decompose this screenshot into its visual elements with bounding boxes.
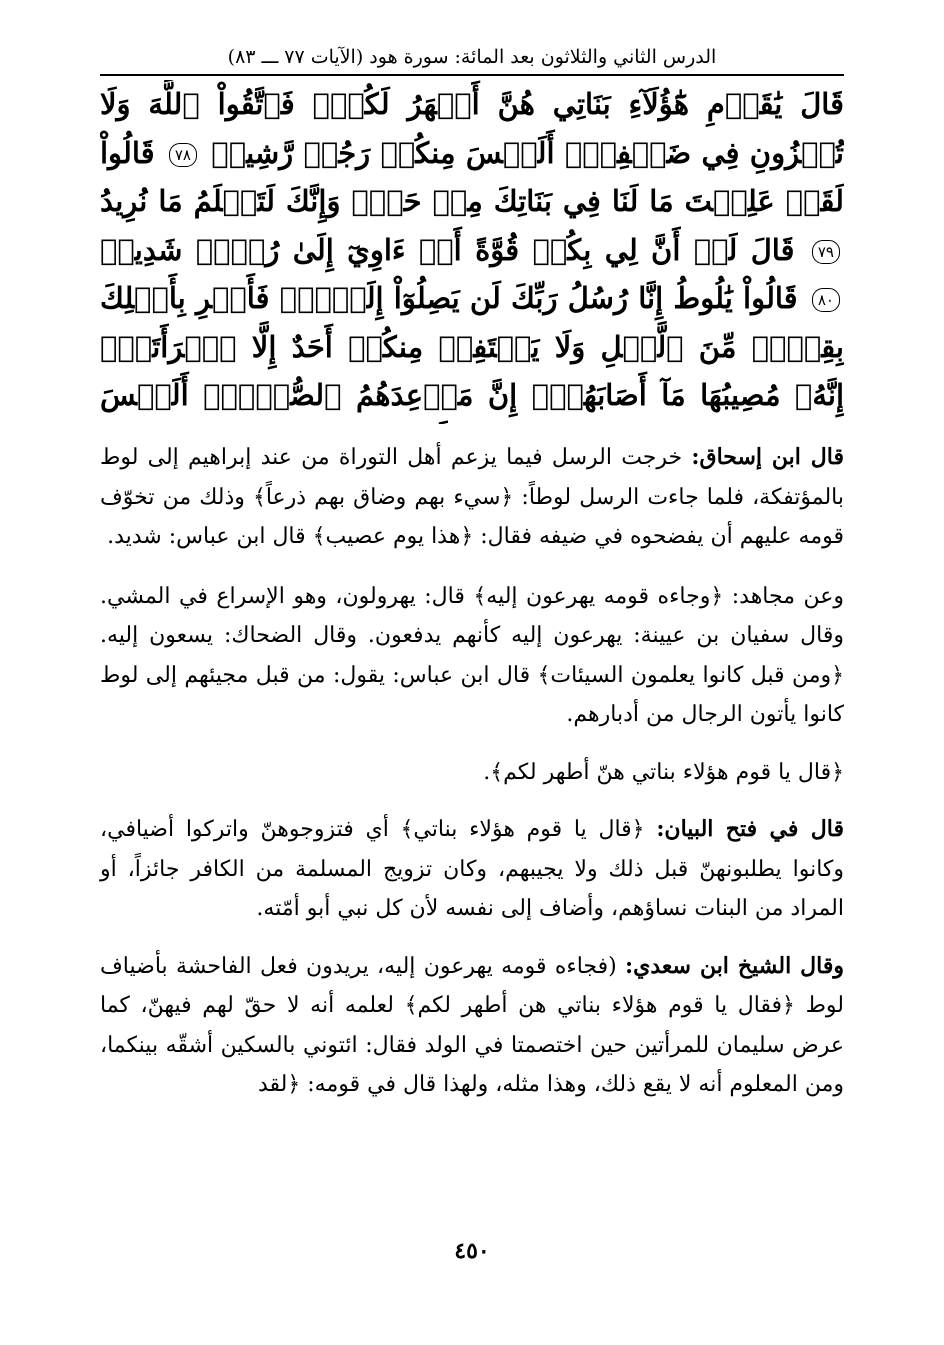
paragraph-lead: وقال الشيخ ابن سعدي: xyxy=(625,952,844,979)
verse-text: قَالُواْ لَقَدۡ عَلِمۡتَ مَا لَنَا فِي بَنَاتِكَ مِنۡ حَقّٖ وَإِنَّكَ لَتَعۡلَمُ مَا نُرِيدُ xyxy=(100,135,844,218)
quran-verses xyxy=(100,80,844,424)
ayah-number-marker: ٧٨ xyxy=(169,143,197,167)
commentary-paragraph xyxy=(100,753,844,793)
verse-text: قَالَ يَٰقَوۡمِ هَٰٓؤُلَآءِ بَنَاتِي هُنَّ أَطۡهَرُ لَكُمۡۖ فَٱتَّقُواْ ٱللَّهَ وَلَا تُخۡزُونِ فِي ضَيۡفِيٓۖ أَلَيۡسَ مِنكُمۡ رَجُلٞ رَّشِيدٞ xyxy=(100,87,844,170)
paragraph-text: خرجت الرسل فيما يزعم أهل التوراة من عند إبراهيم إلى لوط بالمؤتفكة، فلما جاءت الرسل لوطاً: ﴿سيء بهم وضاق بهم ذرعاً﴾ وذلك من تخوّف قومه عليهم أن يفضحوه في ضيفه فقال: ﴿هذا يوم عصيب﴾ قال ابن عباس: شديد. xyxy=(100,445,844,549)
paragraph-text: ﴿قال يا قوم هؤلاء بناتي﴾ أي فتزوجوهنّ واتركوا أضيافي، وكانوا يطلبونهنّ قبل ذلك ولا يجيبهم، وكان تزويج المسلمة من الكافر جائزاً، أو المراد من البنات نساؤهم، وأضاف إلى نفسه لأن كل نبي أبو أمّته. xyxy=(100,817,844,921)
verse-text: قَالُواْ يَٰلُوطُ إِنَّا رُسُلُ رَبِّكَ لَن يَصِلُوٓاْ إِلَيۡكَۖ فَأَسۡرِ بِأَهۡلِكَ بِقِطۡعٖ مِّنَ ٱلَّيۡلِ وَلَا يَلۡتَفِتۡ مِنكُمۡ أَحَدٌ إِلَّا ٱمۡرَأَتَكَۖ إِنَّهُۥ مُصِيبُهَا مَآ أَصَابَهُمۡۚ إِنَّ مَوۡعِدَهُمُ ٱلصُّبۡحُۚ أَلَيۡسَ xyxy=(100,281,844,412)
paragraph-lead: قال ابن إسحاق: xyxy=(691,444,844,470)
paragraph-lead: قال في فتح البيان: xyxy=(656,816,844,842)
paragraph-text: وعن مجاهد: ﴿وجاءه قومه يهرعون إليه﴾ قال: يهرولون، وهو الإسراع في المشي. وقال سفيان بن عيينة: يهرعون إليه كأنهم يدفعون. وقال الضحاك: يسعون إليه. ﴿ومن قبل كانوا يعلمون السيئات﴾ قال ابن عباس: يقول: من قبل مجيئهم إلى لوط كانوا يأتون الرجال من أدبارهم. xyxy=(100,583,844,727)
running-header: الدرس الثاني والثلاثون بعد المائة: سورة هود (الآيات ٧٧ ـــ ٨٣) xyxy=(227,46,717,68)
header-rule xyxy=(100,74,844,76)
commentary-paragraph xyxy=(100,810,844,929)
ayah-number-marker: ٧٩ xyxy=(812,240,840,264)
paragraph-text: (فجاءه قومه يهرعون إليه، يريدون فعل الفاحشة بأضياف لوط ﴿فقال يا قوم هؤلاء بناتي هن أطهر لكم﴾ لعلمه أنه لا حقّ لهم فيهنّ، كما عرض سليمان للمرأتين حين اختصمتا في الولد فقال: ائتوني بالسكين أشقّه بينكما، ومن المعلوم أنه لا يقع ذلك، وهذا مثله، ولهذا قال في قومه: ﴿لقد xyxy=(100,953,844,1097)
commentary-paragraph xyxy=(100,947,844,1105)
commentary-paragraph xyxy=(100,577,844,735)
page-number: ٤٥٠ xyxy=(454,1238,490,1264)
commentary-paragraph xyxy=(100,438,844,557)
ayah-number-marker: ٨٠ xyxy=(812,288,840,312)
verse-text: قَالَ لَوۡ أَنَّ لِي بِكُمۡ قُوَّةً أَوۡ ءَاوِيٓ إِلَىٰ رُكۡنٖ شَدِيدٖ xyxy=(100,232,795,267)
paragraph-text: ﴿قال يا قوم هؤلاء بناتي هنّ أطهر لكم﴾. xyxy=(483,759,844,785)
